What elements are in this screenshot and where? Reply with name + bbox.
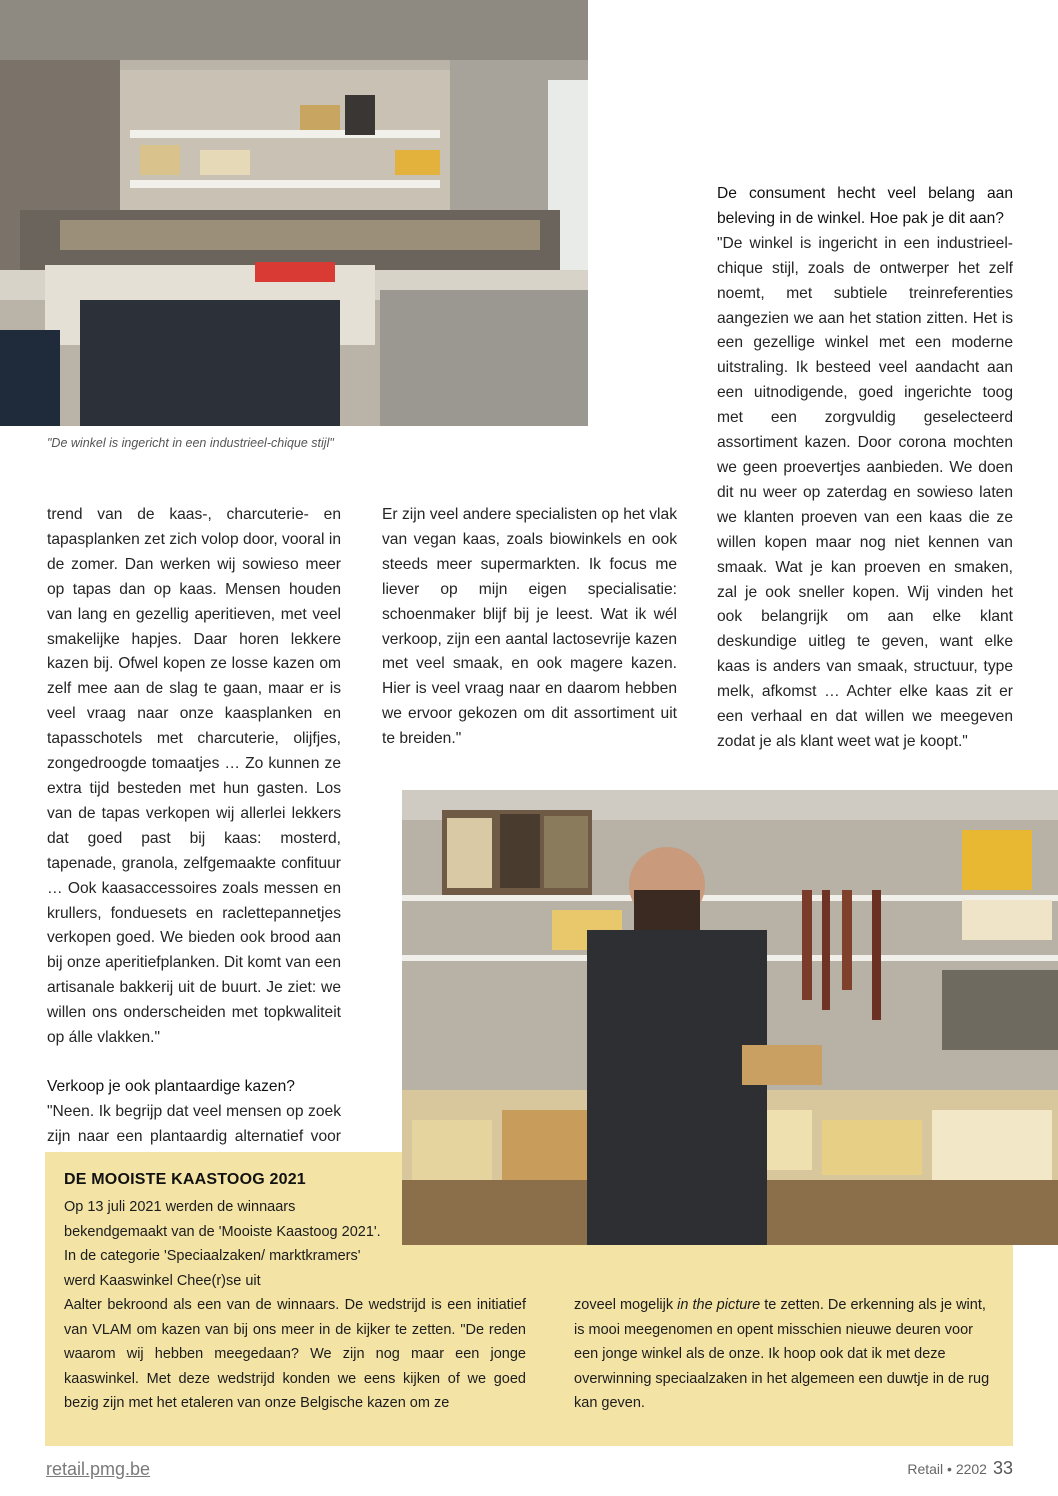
right-column	[717, 182, 1013, 755]
footer-magazine-info	[907, 1458, 1013, 1479]
top-photo-caption: "De winkel is ingericht in een industrieel-chique stijl"	[47, 436, 334, 450]
box-right-after: te zetten. De erkenning als je wint, is mooi meegenomen en opent misschien nieuwe deuren voor een jonge winkel als de onze. Ik hoop ook dat ik met deze overwinning speciaalzaken in het algemeen een duwtje in de rug kan geven.	[574, 1297, 990, 1412]
box-right-text	[574, 1293, 994, 1416]
right-answer: "De winkel is ingericht in een industrieel-chique stijl, zoals de ontwerper het zelf noemt, met subtiele treinreferenties aangezien we aan het station zitten. Het is een gezellige winkel met een moderne uitstraling. Ik besteed veel aandacht aan een uitnodigende, goed ingerichte toog met een zorgvuldig geselecteerd assortiment kazen. Door corona mochten we geen proevertjes aanbieden. We doen dit nu weer op zaterdag en sowieso laten we klanten proeven van een kaas die ze willen kopen maar nog niet kennen van smaak. Wat je kan proeven en smaken, zal je ook sneller kopen. Wij vinden het ook belangrijk om aan elke klant deskundige uitleg te geven, want elke kaas is anders van smaak, structuur, type melk, afkomst … Achter elke kaas zit er een verhaal en dat willen we meegeven zodat je als klant weet wat je koopt."	[717, 234, 1013, 750]
right-question: De consument hecht veel belang aan beleving in de winkel. Hoe pak je dit aan?	[717, 185, 1013, 227]
footer-website-link[interactable]: retail.pmg.be	[46, 1459, 151, 1479]
left-paragraph: trend van de kaas-, charcuterie- en tapasplanken zet zich volop door, vooral in de zomer. Dan werken wij sowieso meer op tapas dan op kaas. Mensen houden van lang en gezellig aperitieven, met veel smakelijke hapjes. Daar horen lekkere kazen bij. Ofwel kopen ze losse kazen om zelf mee aan de slag te gaan, maar er is veel vraag naar onze kaasplanken en tapasschotels met charcuterie, olijfjes, zongedroogde tomaatjes … Zo kunnen ze extra tijd besteden met hun gasten. Los van de tapas verkopen wij allerlei lekkers dat goed past bij kaas: mosterd, tapenade, granola, zelfgemaakte confituur … Ook kaasaccessoires zoals messen en krullers, fonduesets en raclettepannetjes verkopen goed. We bieden ook brood aan bij onze aperitiefplanken. Dit komt van een artisanale bakkerij uit de buurt. Je ziet: we willen ons onderscheiden met topkwaliteit op álle vlakken."	[47, 506, 341, 1047]
box-right-italic: in the picture	[677, 1297, 761, 1313]
middle-column	[382, 503, 677, 752]
box-intro: Op 13 juli 2021 werden de winnaars bekendgemaakt van de 'Mooiste Kaastoog 2021'. In de categorie 'Speciaalzaken/ marktkramers' werd Kaaswinkel Chee(r)se uit	[64, 1199, 381, 1289]
box-title: DE MOOISTE KAASTOOG 2021	[64, 1171, 306, 1188]
left-answer: "Neen. Ik begrijp dat veel mensen op zoek zijn naar een plantaardig alternatief voor	[47, 1102, 341, 1145]
middle-paragraph: Er zijn veel andere specialisten op het vlak van vegan kaas, zoals biowinkels en ook steeds meer supermarkten. Ik focus me liever op mijn eigen specialisatie: schoenmaker blijf bij je leest. Wat ik wél verkoop, zijn een aantal lactosevrije kazen met veel smaak, en ook magere kazen. Hier is veel vraag naar en daarom hebben we ervoor gekozen om dit assortiment uit te breiden."	[382, 506, 677, 748]
shopkeeper-illustration	[402, 790, 1058, 1245]
shopkeeper-photo	[402, 790, 1058, 1245]
shop-interior-photo	[0, 0, 588, 426]
box-right-before: zoveel mogelijk	[574, 1297, 678, 1313]
shop-interior-illustration	[0, 0, 588, 426]
box-left-text: Aalter bekroond als een van de winnaars. De wedstrijd is een initiatief van VLAM om kazen van bij ons meer in de kijker te zetten. "De reden waarom wij hebben meegedaan? We zijn nog maar een jonge kaaswinkel. Met deze wedstrijd konden we eens kijken of we goed bezig zijn met het etaleren van onze Belgische kazen om ze	[64, 1297, 526, 1412]
footer-magazine: Retail • 2202	[907, 1461, 987, 1477]
left-column	[47, 503, 341, 1175]
left-question: Verkoop je ook plantaardige kazen?	[47, 1077, 295, 1095]
page-number: 33	[992, 1458, 1013, 1478]
